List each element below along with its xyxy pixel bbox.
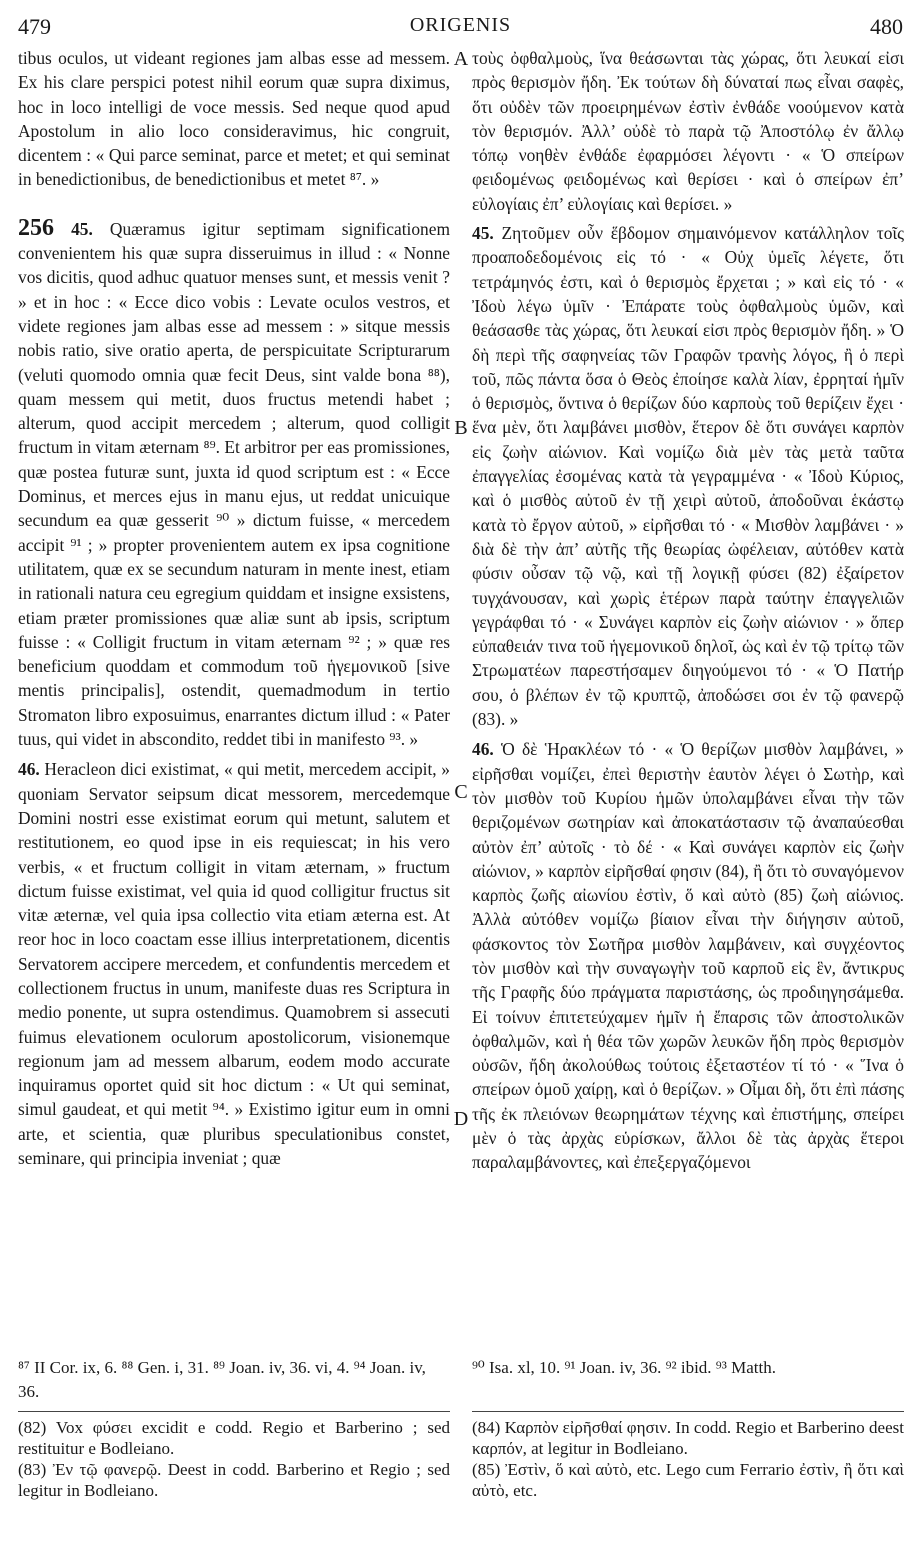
greek-paragraph-45	[472, 221, 904, 731]
margin-letter-c: C	[454, 781, 468, 803]
note-84: (84) Καρπὸν εἰρῆσθαί φησιν. In codd. Regio et Barberino deest καρπόν, at legitur in Bodleiano.	[472, 1418, 904, 1458]
note-82: (82) Vox φύσει excidit e codd. Regio et Barberino ; sed restituitur e Bodleiano.	[18, 1418, 450, 1458]
critical-notes-left	[18, 1417, 450, 1501]
paragraph-text: Ζητοῦμεν οὖν ἕβδομον σημαινόμενον κατάλληλον τοῖς προαποδεδομένοις εἰς τό · « Οὐχ ὑμεῖς λέγετε, ὅτι τετράμηνός ἐστι, καὶ ὁ θερισμὸς ἔρχεται ; » καὶ εἰς τό · « Ἰδοὺ λέγω ὑμῖν · Ἐπάρατε τοὺς ὀφθαλμοὺς ὑμῶν, καὶ θεάσασθε τὰς χώρας, ὅτι λευκαί εἰσι πρὸς θερισμὸν ἤδη. » Ὁ δὴ περὶ τῆς σαφηνείας τῶν Γραφῶν τρανὴς λόγος, ἢ ὁ περὶ τοῦ, πῶς πάντα ὅσα ὁ Θεὸς ἐποίησε καλὰ λίαν, ἐρρηταί ἡμῖν ὁ θερισμὸς, ὅντινα ὁ θερίζων δύο καρποὺς τοῦ θερίζειν ἔχει · ἕνα μὲν, ὅτι λαμβάνει μισθὸν, ἕτερον δὲ ὅτι συνάγει καρπὸν εἰς ζωὴν αἰώνιον. Καὶ νομίζω διὰ μὲν τὰς μετὰ ταῦτα ἐπαγγελίας ἐσομένας κατὰ τὰ γεγραμμένα · « Ἰδοὺ Κύριος, καὶ ὁ μισθὸς αὐτοῦ ἐν τῇ χειρὶ αὐτοῦ, ἀποδοῦναι ἑκάστῳ κατὰ τὸ ἔργον αὐτοῦ, » εἰρῆσθαι τό · « Μισθὸν λαμβάνει · » διὰ δὲ τὴν ἀπ’ αὐτῆς τῆς θεωρίας ὠφέλειαν, αὐτόθεν κατὰ φύσιν οὖσαν τῷ νῷ, καὶ τῇ λογικῇ φύσει (82) ἐξαίρετον τυγχάνουσαν, καὶ χωρὶς ἑτέρων παρὰ ταύτην ἐπαγγελιῶν γεγράφθαι τό · « Συνάγει καρπὸν εἰς ζωὴν αἰώνιον · » ὅπερ εὐπαθειάν τινα τοῦ ἡγεμονικοῦ δηλοῖ, ὡς καὶ ἐν τῷ τρίτῳ τῶν Στρωματέων παρεστήσαμεν διηγούμενοι τό · « Ὁ Πατήρ σου, ὁ βλέπων ἐν τῷ κρυπτῷ, ἀποδώσει σοι ἐν τῷ φανερῷ (83). »	[472, 223, 904, 730]
greek-paragraph-46	[472, 737, 904, 1174]
greek-column	[472, 46, 904, 1175]
paragraph-text: Quæramus igitur septimam significationem convenientem his quæ supra disseruimus in illud : « Nonne vos dicitis, quod adhuc quatuor menses sunt, et messis venit ? » et in hoc : « Ecce dico vobis : Levate oculos vestros, et videte regiones jam albas esse ad messem : » sitque messis nobis ratio, sive oratio aperta, de perspicuitate Scripturarum (veluti quomodo omnia quæ fecit Deus, sint valde bona ⁸⁸), quam messem qui metit, duos fructus metendi habet ; alterum, quod accipit mercedem ; alterum, quod colligit fructum in vitam æternam ⁸⁹. Et arbitror per eas promissiones, quæ postea futuræ sunt, juxta id quod scriptum est : « Ecce Dominus, et merces ejus in manu ejus, ut reddat unicuique secundum ea quæ gesserit ⁹⁰ » dictum fuisse, « mercedem accipit ⁹¹ ; » propter provenientem autem ex ipsa cognitione utilitatem, quæ ex se secundum naturam in mente inest, etiam in rationali natura ceu egregium quiddam et insigne exsistens, etiam præter promissiones quæ aliæ sunt ab ipsis, scriptum fuisse : « Colligit fructum in vitam æternam ⁹² ; » quæ res beneficium quoddam et commodum τοῦ ἡγεμονικοῦ [sive mentis principalis], ostendit, quemadmodum in tertio Stromaton libro exposuimus, enarrantes dictum illud : « Pater tuus, qui videt in abscondito, reddet tibi in manifesto ⁹³. »	[18, 218, 450, 750]
latin-paragraph-46	[18, 757, 450, 1170]
page-number-right: 480	[870, 14, 903, 39]
note-85: (85) Ἐστὶν, ὅ καὶ αὐτὸ, etc. Lego cum Ferrario ἐστὶν, ἢ ὅτι καὶ αὐτὸ, etc.	[472, 1460, 904, 1500]
paragraph-number: 45.	[472, 223, 494, 244]
divider	[18, 1411, 450, 1412]
footnote-citations-left: ⁸⁷ II Cor. ix, 6. ⁸⁸ Gen. i, 31. ⁸⁹ Joan. iv, 36. vi, 4. ⁹⁴ Joan. iv, 36.	[18, 1358, 426, 1401]
page-number-left: 479	[18, 14, 51, 39]
paragraph-text: Ὁ δὲ Ἡρακλέων τό · « Ὁ θερίζων μισθὸν λαμβάνει, » εἰρῆσθαι νομίζει, ἐπεὶ θεριστὴν ἑαυτὸν λέγει ὁ Σωτὴρ, καὶ τὸν μισθὸν τοῦ Κυρίου ἡμῶν ὑπολαμβάνει εἶναι τὴν τῶν θεριζομένων σωτηρίαν καὶ ἀποκατάστασιν τῷ ἀναπαύεσθαι αὐτὸν ἐπ’ αὐτοῖς · τὸ δέ · « Καὶ συνάγει καρπὸν εἰς ζωὴν αἰώνιον, » καρπὸν εἰρῆσθαί φησιν (84), ἢ ὅτι τὸ συναγόμενον καρπὸς ζωῆς αἰωνίου ἐστὶν, ὅ καὶ αὐτὸ (85) ζωὴ αἰώνιος. Ἀλλὰ αὐτόθεν νομίζω βίαιον εἶναι τὴν διήγησιν αὐτοῦ, φάσκοντος τὸν Σωτῆρα μισθὸν λαμβάνειν, καὶ συγχέοντος τὸν μισθὸν καὶ τὴν συναγωγὴν τοῦ καρποῦ εἰς ἓν, ἄντικρυς τῆς Γραφῆς δύο πράγματα παριστάσης, ὡς προδιηγησάμεθα. Εἰ τοίνυν ἐπιτετεύχαμεν ἡμῖν ἡ ἔπαρσις τῶν ἀποστολικῶν ὀφθαλμῶν, καὶ ἡ θέα τῶν χωρῶν λευκῶν ἤδη πρὸς θερισμὸν οὐσῶν, ἤδη ἀκολούθως τούτοις ἐξεταστέον τί τό · « Ἵνα ὁ σπείρων ὁμοῦ χαίρῃ, καὶ ὁ θερίζων. » Οἶμαι δὴ, ὅτι ἐπὶ πάσης τῆς ἐκ πλειόνων θεωρημάτων τέχνης καὶ ἐπιστήμης, σπείρει μὲν ὁ τὰς ἀρχὰς εὑρίσκων, ἄλλοι δὲ τὰς ἀρχὰς ἕτεροι παραλαμβάνοντες, καὶ ἐπεξεργαζόμενοι	[472, 739, 904, 1173]
paragraph-text: Heracleon dici existimat, « qui metit, mercedem accipit, » quoniam Servator seipsum dicat messorem, mercedemque Domini nostri esse existimat eorum qui metunt, salutem et restitutionem, eo quod ipse in eis requiescat; in his vero verbis, « et fructum colligit in vitam æternam, » fructum dictum fuisse existimat, vel quia id quod colligitur fructus sit vitæ æternæ, vel quia ipsa collectio vita etiam æterna est. At reor hoc in loco coactam esse illius interpretationem, dicentis Servatorem accipere mercedem, et confundentis mercedem et collectionem fructus in unum, manifeste duas res Scriptura in medio ponente, ut supra ostendimus. Quamobrem si assecuti fuimus elevationem oculorum apostolicorum, visionemque regionum jam ad messem albarum, eodem modo accurate inquiramus oportet quid sit hoc dictum : « Ut qui seminat, simul gaudeat, et qui metit ⁹⁴. » Existimo igitur eum in omni arte, et scientia, quæ pluribus speculationibus constet, seminare, qui principia inveniat ; quæ	[18, 759, 450, 1169]
critical-notes-right	[472, 1417, 904, 1501]
margin-letter-a: A	[453, 48, 469, 70]
greek-paragraph-1: τοὺς ὀφθαλμοὺς, ἵνα θεάσωνται τὰς χώρας, ὅτι λευκαί εἰσι πρὸς θερισμὸν ἤδη. Ἐκ τούτων δὴ δύναταί πως εἶναι σαφὲς, ὅτι οὐδὲν τῶν προειρημένων ἐστὶν ἐνθάδε νοούμενον κατὰ τὸν θερισμόν. Ἀλλ’ οὐδὲ τὸ παρὰ τῷ Ἀποστόλῳ ἐν ἄλλῳ τόπῳ νοηθὲν ἐνθάδε ἐφαρμόσει λέγοντι · « Ὁ σπείρων φειδομένως φειδομένως καὶ θερίσει · καὶ ὁ σπείρων ἐπ’ εὐλογίαις ἐπ’ εὐλογίαις καὶ θερίσει. »	[472, 48, 904, 214]
margin-letter-d: D	[453, 1108, 469, 1130]
latin-column	[18, 46, 450, 1170]
divider	[472, 1411, 904, 1412]
footnote-citations-right: ⁹⁰ Isa. xl, 10. ⁹¹ Joan. iv, 36. ⁹² ibid. ⁹³ Matth.	[472, 1358, 776, 1377]
page-header	[18, 14, 903, 40]
margin-letter-b: B	[454, 417, 468, 439]
paragraph-number: 46.	[472, 739, 494, 760]
note-83: (83) Ἐν τῷ φανερῷ. Deest in codd. Barberino et Regio ; sed legitur in Bodleiano.	[18, 1460, 450, 1500]
latin-paragraph-1: tibus oculos, ut videant regiones jam albas esse ad messem. Ex his clare perspici potest nihil eorum quæ supra diximus, hoc in loco intelligi de voce messis. Sed neque quod apud Apostolum in alio loco consideravimus, hic congruit, dicentem : « Qui parce seminat, parce et metet; et qui seminat in benedictionibus, de benedictionibus et metet ⁸⁷. »	[18, 48, 450, 190]
section-number: 256	[18, 214, 54, 241]
running-title: ORIGENIS	[409, 14, 512, 36]
paragraph-number: 45.	[71, 218, 93, 239]
paragraph-number: 46.	[18, 759, 40, 780]
latin-paragraph-45	[18, 216, 450, 752]
